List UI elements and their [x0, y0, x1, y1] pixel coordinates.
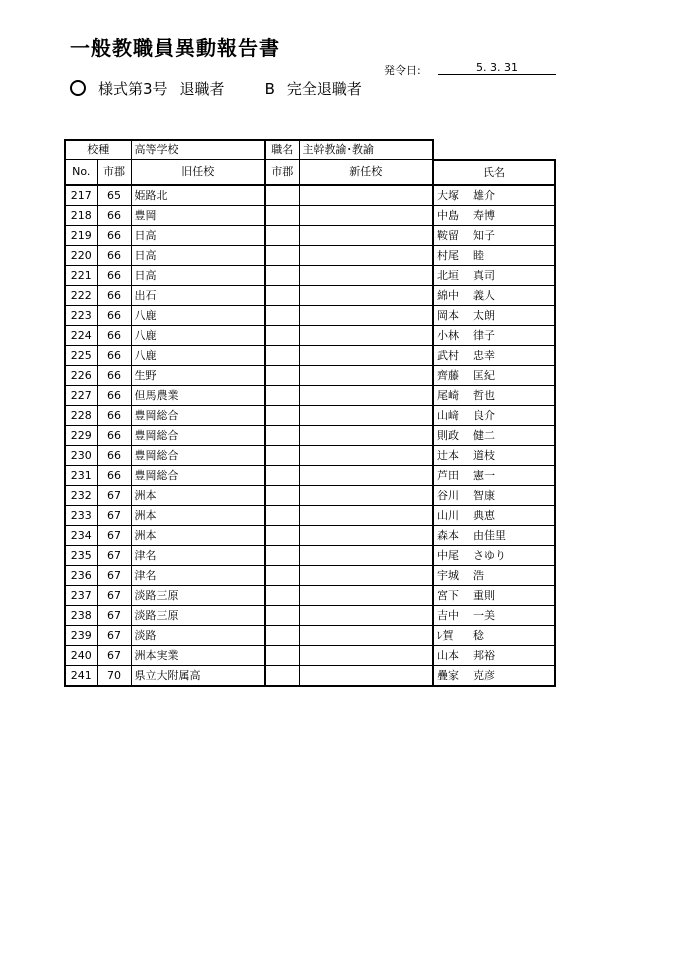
- row-new-school: [299, 565, 433, 585]
- row-new-city: [265, 505, 299, 525]
- row-new-city: [265, 185, 299, 206]
- row-no: 239: [65, 625, 97, 645]
- row-old-school: 日高: [131, 265, 265, 285]
- row-no: 231: [65, 465, 97, 485]
- row-given-name: 良介: [473, 408, 495, 422]
- row-new-city: [265, 585, 299, 605]
- row-name: [433, 405, 555, 425]
- row-old-school: 津名: [131, 565, 265, 585]
- row-new-city: [265, 605, 299, 625]
- row-new-city: [265, 645, 299, 665]
- row-city: 66: [97, 425, 131, 445]
- row-no: 241: [65, 665, 97, 686]
- row-new-school: [299, 605, 433, 625]
- table-row: [65, 365, 555, 385]
- row-city: 70: [97, 665, 131, 686]
- row-surname: 辻本: [437, 448, 459, 462]
- row-city: 66: [97, 405, 131, 425]
- row-old-school: 豊岡総合: [131, 405, 265, 425]
- table-row: [65, 305, 555, 325]
- row-old-school: 豊岡総合: [131, 465, 265, 485]
- row-given-name: 憲一: [473, 468, 495, 482]
- table-row: [65, 485, 555, 505]
- row-no: 237: [65, 585, 97, 605]
- row-given-name: 寿博: [473, 208, 495, 222]
- table-row: [65, 425, 555, 445]
- row-given-name: 知子: [473, 228, 495, 242]
- row-new-school: [299, 445, 433, 465]
- row-new-school: [299, 325, 433, 345]
- row-old-school: 豊岡: [131, 205, 265, 225]
- row-new-school: [299, 545, 433, 565]
- row-name: [433, 365, 555, 385]
- row-surname: 則政: [437, 428, 459, 442]
- row-no: 228: [65, 405, 97, 425]
- row-old-school: 津名: [131, 545, 265, 565]
- form-number: 様式第3号: [98, 80, 168, 98]
- row-old-school: 姫路北: [131, 185, 265, 206]
- row-surname: 大塚: [437, 188, 459, 202]
- row-city: 67: [97, 505, 131, 525]
- row-old-school: 八鹿: [131, 345, 265, 365]
- row-name: [433, 265, 555, 285]
- row-no: 229: [65, 425, 97, 445]
- row-given-name: 浩: [473, 568, 484, 582]
- row-old-school: 県立大附属高: [131, 665, 265, 686]
- table-row: [65, 525, 555, 545]
- row-new-city: [265, 385, 299, 405]
- row-surname: 吉中: [437, 608, 459, 622]
- row-old-school: 但馬農業: [131, 385, 265, 405]
- row-city: 66: [97, 345, 131, 365]
- row-no: 223: [65, 305, 97, 325]
- row-no: 230: [65, 445, 97, 465]
- row-new-city: [265, 565, 299, 585]
- row-surname: 宮下: [437, 588, 459, 602]
- row-name: [433, 325, 555, 345]
- row-city: 66: [97, 225, 131, 245]
- row-new-city: [265, 625, 299, 645]
- issue-date-label: 発令日:: [384, 64, 421, 77]
- row-city: 66: [97, 305, 131, 325]
- row-new-city: [265, 665, 299, 686]
- row-given-name: 忠幸: [473, 348, 495, 362]
- row-name: [433, 505, 555, 525]
- table-row: [65, 265, 555, 285]
- row-surname: 小林: [437, 328, 459, 342]
- row-surname: 山﨑: [437, 408, 459, 422]
- row-given-name: 道枝: [473, 448, 495, 462]
- row-city: 67: [97, 485, 131, 505]
- row-new-school: [299, 505, 433, 525]
- row-surname: 芦田: [437, 468, 459, 482]
- row-city: 66: [97, 385, 131, 405]
- row-name: [433, 465, 555, 485]
- table-row: [65, 645, 555, 665]
- row-new-school: [299, 525, 433, 545]
- row-new-school: [299, 225, 433, 245]
- row-new-school: [299, 405, 433, 425]
- row-given-name: 典恵: [473, 508, 495, 522]
- row-given-name: 律子: [473, 328, 495, 342]
- row-name: [433, 425, 555, 445]
- table-row: [65, 565, 555, 585]
- document-title: 一般教職員異動報告書: [70, 36, 280, 60]
- row-given-name: 邦裕: [473, 648, 495, 662]
- row-city: 66: [97, 325, 131, 345]
- header-new-city: 市郡: [265, 160, 299, 185]
- row-no: 224: [65, 325, 97, 345]
- row-given-name: 一美: [473, 608, 495, 622]
- row-given-name: 太朗: [473, 308, 495, 322]
- row-old-school: 洲本: [131, 485, 265, 505]
- row-surname: 疊家: [437, 668, 459, 682]
- issue-date-value: 5. 3. 31: [438, 62, 556, 75]
- row-new-school: [299, 305, 433, 325]
- row-new-city: [265, 445, 299, 465]
- row-no: 235: [65, 545, 97, 565]
- table-row: [65, 345, 555, 365]
- row-city: 66: [97, 465, 131, 485]
- row-no: 222: [65, 285, 97, 305]
- row-new-school: [299, 365, 433, 385]
- row-no: 234: [65, 525, 97, 545]
- row-name: [433, 345, 555, 365]
- row-city: 67: [97, 545, 131, 565]
- header-old-school: 旧任校: [131, 160, 265, 185]
- row-new-city: [265, 265, 299, 285]
- row-new-city: [265, 225, 299, 245]
- row-new-school: [299, 585, 433, 605]
- table-row: [65, 245, 555, 265]
- row-no: 221: [65, 265, 97, 285]
- form-category: 退職者: [179, 80, 225, 98]
- row-surname: 武村: [437, 348, 459, 362]
- table-row: [65, 405, 555, 425]
- row-no: 218: [65, 205, 97, 225]
- row-no: 226: [65, 365, 97, 385]
- row-given-name: 匡紀: [473, 368, 495, 382]
- row-city: 66: [97, 265, 131, 285]
- row-name: [433, 225, 555, 245]
- row-surname: 谷川: [437, 488, 459, 502]
- row-surname: ﾚ賀: [437, 628, 454, 642]
- row-new-school: [299, 285, 433, 305]
- table-row: [65, 585, 555, 605]
- category-code: B: [264, 80, 275, 98]
- row-new-school: [299, 185, 433, 206]
- row-city: 67: [97, 645, 131, 665]
- row-name: [433, 305, 555, 325]
- row-new-school: [299, 205, 433, 225]
- row-no: 238: [65, 605, 97, 625]
- row-surname: 尾崎: [437, 388, 459, 402]
- row-city: 67: [97, 525, 131, 545]
- row-new-school: [299, 665, 433, 686]
- row-given-name: 健二: [473, 428, 495, 442]
- row-given-name: さゆり: [473, 548, 506, 562]
- row-new-school: [299, 425, 433, 445]
- row-city: 66: [97, 445, 131, 465]
- row-surname: 中尾: [437, 548, 459, 562]
- row-given-name: 睦: [473, 248, 484, 262]
- row-surname: 鞍留: [437, 228, 459, 242]
- row-old-school: 洲本実業: [131, 645, 265, 665]
- row-old-school: 出石: [131, 285, 265, 305]
- header-name: 氏名: [433, 160, 555, 185]
- row-new-city: [265, 305, 299, 325]
- header-new-school: 新任校: [299, 160, 433, 185]
- row-new-school: [299, 345, 433, 365]
- row-old-school: 淡路: [131, 625, 265, 645]
- table-row: [65, 285, 555, 305]
- row-surname: 中島: [437, 208, 459, 222]
- row-surname: 宇城: [437, 568, 459, 582]
- row-given-name: 雄介: [473, 188, 495, 202]
- form-subheading: [70, 78, 362, 99]
- table-row: [65, 225, 555, 245]
- row-new-city: [265, 205, 299, 225]
- header-city: 市郡: [97, 160, 131, 185]
- table-row: [65, 465, 555, 485]
- row-name: [433, 545, 555, 565]
- table-row: [65, 185, 555, 206]
- row-no: 219: [65, 225, 97, 245]
- row-new-city: [265, 425, 299, 445]
- row-name: [433, 285, 555, 305]
- row-surname: 岡本: [437, 308, 459, 322]
- row-name: [433, 185, 555, 206]
- row-name: [433, 445, 555, 465]
- row-new-school: [299, 245, 433, 265]
- row-new-school: [299, 625, 433, 645]
- row-name: [433, 645, 555, 665]
- row-name: [433, 525, 555, 545]
- row-city: 67: [97, 565, 131, 585]
- row-city: 66: [97, 205, 131, 225]
- row-new-city: [265, 405, 299, 425]
- table-row: [65, 445, 555, 465]
- row-name: [433, 585, 555, 605]
- table-row: [65, 665, 555, 686]
- row-surname: 山川: [437, 508, 459, 522]
- row-no: 217: [65, 185, 97, 206]
- row-new-city: [265, 465, 299, 485]
- row-city: 66: [97, 245, 131, 265]
- row-new-city: [265, 345, 299, 365]
- row-old-school: 淡路三原: [131, 605, 265, 625]
- table-row: [65, 545, 555, 565]
- row-no: 233: [65, 505, 97, 525]
- row-city: 65: [97, 185, 131, 206]
- row-surname: 森本: [437, 528, 459, 542]
- position-label: 職名: [265, 140, 299, 160]
- row-given-name: 哲也: [473, 388, 495, 402]
- row-city: 66: [97, 365, 131, 385]
- row-new-city: [265, 285, 299, 305]
- row-name: [433, 385, 555, 405]
- row-no: 232: [65, 485, 97, 505]
- table-row: [65, 325, 555, 345]
- row-no: 225: [65, 345, 97, 365]
- row-given-name: 義人: [473, 288, 495, 302]
- row-name: [433, 205, 555, 225]
- form-subcategory: 完全退職者: [286, 80, 362, 98]
- row-surname: 北垣: [437, 268, 459, 282]
- row-old-school: 八鹿: [131, 325, 265, 345]
- table-row: [65, 205, 555, 225]
- row-old-school: 豊岡総合: [131, 425, 265, 445]
- row-old-school: 淡路三原: [131, 585, 265, 605]
- row-name: [433, 565, 555, 585]
- row-city: 66: [97, 285, 131, 305]
- row-new-city: [265, 525, 299, 545]
- row-no: 236: [65, 565, 97, 585]
- row-old-school: 日高: [131, 245, 265, 265]
- row-new-city: [265, 545, 299, 565]
- row-surname: 綿中: [437, 288, 459, 302]
- table-row: [65, 385, 555, 405]
- row-old-school: 生野: [131, 365, 265, 385]
- row-new-school: [299, 465, 433, 485]
- header-no: No.: [65, 160, 97, 185]
- row-given-name: 重則: [473, 588, 495, 602]
- row-new-city: [265, 485, 299, 505]
- row-new-school: [299, 265, 433, 285]
- row-name: [433, 245, 555, 265]
- table-row: [65, 605, 555, 625]
- row-name: [433, 485, 555, 505]
- row-new-school: [299, 485, 433, 505]
- row-new-city: [265, 245, 299, 265]
- row-old-school: 洲本: [131, 525, 265, 545]
- row-new-city: [265, 365, 299, 385]
- row-name: [433, 665, 555, 686]
- row-new-school: [299, 385, 433, 405]
- row-surname: 齊藤: [437, 368, 459, 382]
- row-new-city: [265, 325, 299, 345]
- table-row: [65, 625, 555, 645]
- row-city: 67: [97, 605, 131, 625]
- row-old-school: 日高: [131, 225, 265, 245]
- row-given-name: 由佳里: [473, 528, 506, 542]
- row-surname: 山本: [437, 648, 459, 662]
- row-name: [433, 625, 555, 645]
- personnel-table: [64, 139, 556, 687]
- row-given-name: 真司: [473, 268, 495, 282]
- position-value: 主幹教諭･教諭: [299, 140, 433, 160]
- row-no: 227: [65, 385, 97, 405]
- row-given-name: 克彦: [473, 668, 495, 682]
- row-given-name: 智康: [473, 488, 495, 502]
- row-no: 220: [65, 245, 97, 265]
- table-row: [65, 505, 555, 525]
- row-old-school: 八鹿: [131, 305, 265, 325]
- row-city: 67: [97, 625, 131, 645]
- circle-icon: [70, 80, 86, 96]
- row-city: 67: [97, 585, 131, 605]
- row-surname: 村尾: [437, 248, 459, 262]
- row-old-school: 洲本: [131, 505, 265, 525]
- row-given-name: 稔: [473, 628, 484, 642]
- row-new-school: [299, 645, 433, 665]
- school-type-label: 校種: [65, 140, 131, 160]
- school-type-value: 高等学校: [131, 140, 265, 160]
- row-name: [433, 605, 555, 625]
- row-no: 240: [65, 645, 97, 665]
- row-old-school: 豊岡総合: [131, 445, 265, 465]
